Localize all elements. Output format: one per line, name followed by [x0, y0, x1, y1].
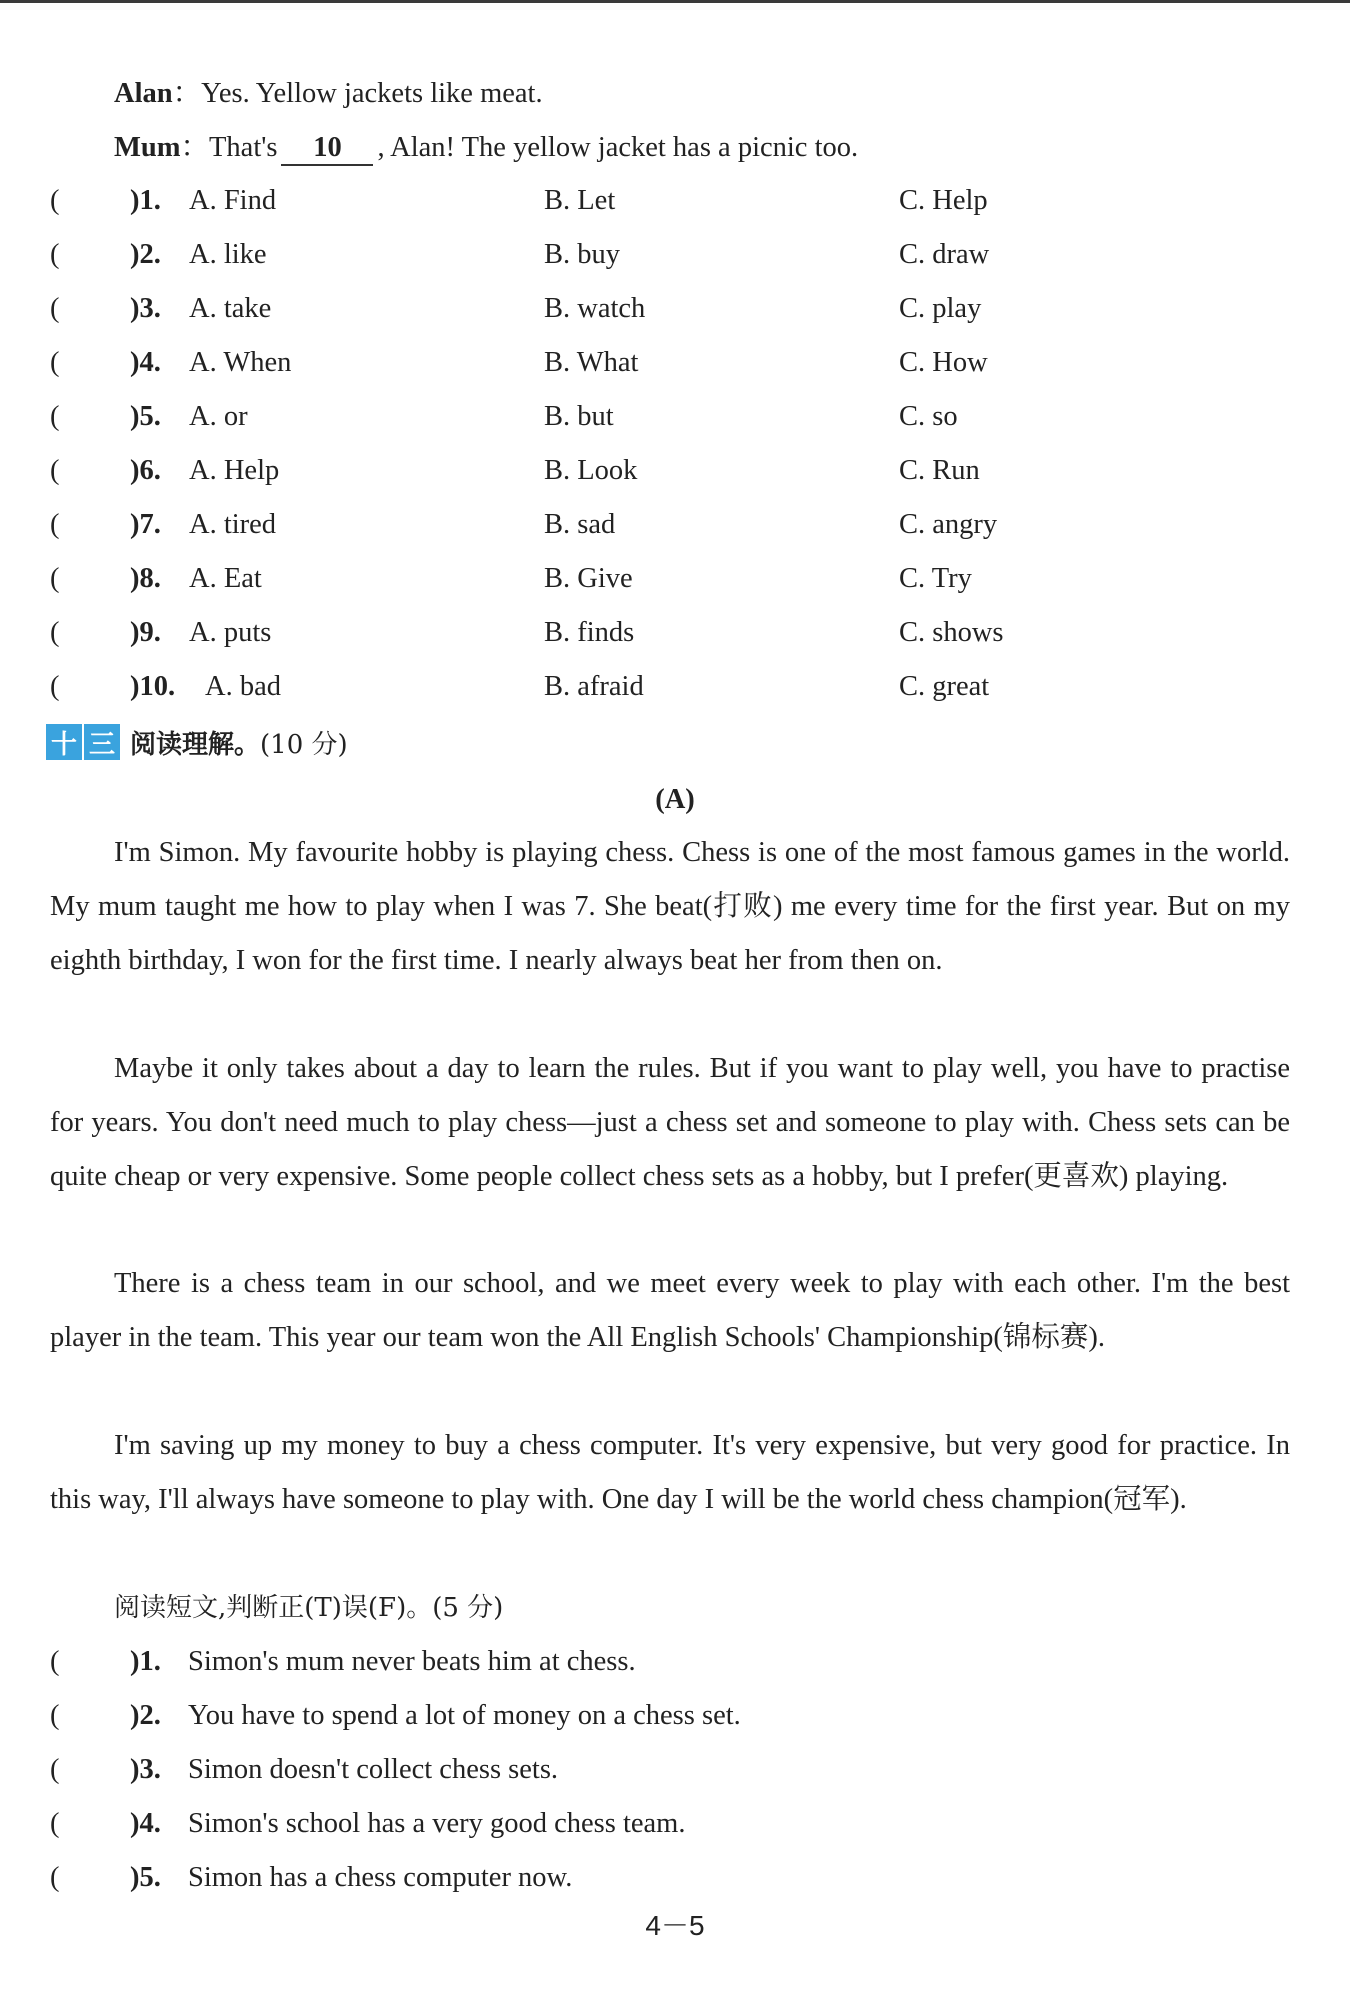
section-score: (10 分)	[260, 729, 348, 760]
answer-paren[interactable]: (	[50, 239, 60, 270]
question-number: )4.	[130, 347, 161, 378]
option-a: A. When	[189, 347, 292, 378]
speaker-name: Alan	[114, 78, 173, 109]
option-c: C. so	[899, 401, 958, 432]
option-b: B. watch	[544, 293, 646, 324]
answer-paren[interactable]: (	[50, 509, 60, 540]
answer-paren[interactable]: (	[50, 347, 60, 378]
option-b: B. sad	[544, 509, 616, 540]
question-number: )6.	[130, 455, 161, 486]
dialogue-line-alan	[114, 74, 543, 114]
question-number: )2.	[130, 239, 161, 270]
option-b: B. Let	[544, 185, 616, 216]
question-number: )1.	[130, 1646, 161, 1677]
option-a: A. like	[189, 239, 267, 270]
option-c: C. Help	[899, 185, 988, 216]
option-b: B. but	[544, 401, 614, 432]
dialogue-line-mum	[114, 128, 858, 168]
option-c: C. play	[899, 293, 982, 324]
option-a: A. Help	[189, 455, 280, 486]
dialogue-text-before: That's	[209, 132, 278, 163]
passage-paragraph: I'm saving up my money to buy a chess computer. It's very expensive, but very good for practice. In this way, I'll always have someone to play with. One day I will be the world chess champion(冠军).	[50, 1430, 1290, 1515]
question-number: )10.	[130, 671, 176, 702]
answer-paren[interactable]: (	[50, 1754, 60, 1785]
answer-paren[interactable]: (	[50, 563, 60, 594]
option-c: C. angry	[899, 509, 998, 540]
statement-text: Simon doesn't collect chess sets.	[188, 1754, 559, 1785]
option-b: B. afraid	[544, 671, 644, 702]
option-c: C. Try	[899, 563, 972, 594]
option-b: B. finds	[544, 617, 635, 648]
option-a: A. take	[189, 293, 272, 324]
true-false-instruction: 阅读短文,判断正(T)误(F)。(5 分)	[114, 1593, 504, 1623]
page-number: 4－5	[645, 1910, 705, 1941]
answer-paren[interactable]: (	[50, 1862, 60, 1893]
answer-paren[interactable]: (	[50, 671, 60, 702]
answer-paren[interactable]: (	[50, 293, 60, 324]
dialogue-text-after: , Alan! The yellow jacket has a picnic too.	[377, 132, 859, 163]
top-border-rule	[0, 0, 1350, 3]
statement-text: You have to spend a lot of money on a chess set.	[188, 1700, 741, 1731]
passage-paragraph: I'm Simon. My favourite hobby is playing chess. Chess is one of the most famous games in the world. My mum taught me how to play when I was 7. She beat(打败) me every time for the first year. But on my eighth birthday, I won for the first time. I nearly always beat her from then on.	[50, 837, 1290, 976]
speaker-separator: ：	[180, 132, 210, 163]
question-number: )8.	[130, 563, 161, 594]
question-number: )4.	[130, 1808, 161, 1839]
option-a: A. tired	[189, 509, 277, 540]
option-a: A. puts	[189, 617, 272, 648]
section-number-badge	[46, 724, 120, 760]
option-c: C. great	[899, 671, 990, 702]
passage-paragraph: Maybe it only takes about a day to learn the rules. But if you want to play well, you have to practise for years. You don't need much to play chess—just a chess set and someone to play with. Chess sets can be quite cheap or very expensive. Some people collect chess sets as a hobby, but I prefer(更喜欢) playing.	[50, 1053, 1290, 1192]
option-b: B. Give	[544, 563, 633, 594]
speaker-separator: ：	[172, 78, 202, 109]
question-number: )2.	[130, 1700, 161, 1731]
option-c: C. draw	[899, 239, 990, 270]
badge-char: 十	[46, 724, 82, 760]
speaker-name: Mum	[114, 132, 181, 163]
passage-label: (A)	[655, 784, 695, 815]
option-b: B. What	[544, 347, 639, 378]
answer-blank: 10	[281, 132, 373, 166]
question-number: )7.	[130, 509, 161, 540]
option-a: A. bad	[205, 671, 281, 702]
answer-paren[interactable]: (	[50, 401, 60, 432]
answer-paren[interactable]: (	[50, 1646, 60, 1677]
answer-paren[interactable]: (	[50, 617, 60, 648]
option-c: C. Run	[899, 455, 980, 486]
section-title: 阅读理解。	[130, 729, 261, 760]
dialogue-text: Yes. Yellow jackets like meat.	[201, 78, 543, 109]
answer-paren[interactable]: (	[50, 1700, 60, 1731]
statement-text: Simon's school has a very good chess team.	[188, 1808, 686, 1839]
statement-text: Simon's mum never beats him at chess.	[188, 1646, 636, 1677]
option-a: A. Find	[189, 185, 277, 216]
statement-text: Simon has a chess computer now.	[188, 1862, 573, 1893]
question-number: )5.	[130, 401, 161, 432]
question-number: )1.	[130, 185, 161, 216]
question-number: )9.	[130, 617, 161, 648]
option-b: B. buy	[544, 239, 621, 270]
question-number: )5.	[130, 1862, 161, 1893]
badge-char: 三	[84, 724, 120, 760]
option-c: C. shows	[899, 617, 1004, 648]
answer-paren[interactable]: (	[50, 455, 60, 486]
option-a: A. or	[189, 401, 248, 432]
option-a: A. Eat	[189, 563, 262, 594]
section-heading	[46, 722, 348, 762]
option-b: B. Look	[544, 455, 638, 486]
question-number: )3.	[130, 293, 161, 324]
answer-paren[interactable]: (	[50, 185, 60, 216]
option-c: C. How	[899, 347, 988, 378]
answer-paren[interactable]: (	[50, 1808, 60, 1839]
passage-paragraph: There is a chess team in our school, and we meet every week to play with each other. I'm the best player in the team. This year our team won the All English Schools' Championship(锦标赛).	[50, 1268, 1290, 1353]
question-number: )3.	[130, 1754, 161, 1785]
